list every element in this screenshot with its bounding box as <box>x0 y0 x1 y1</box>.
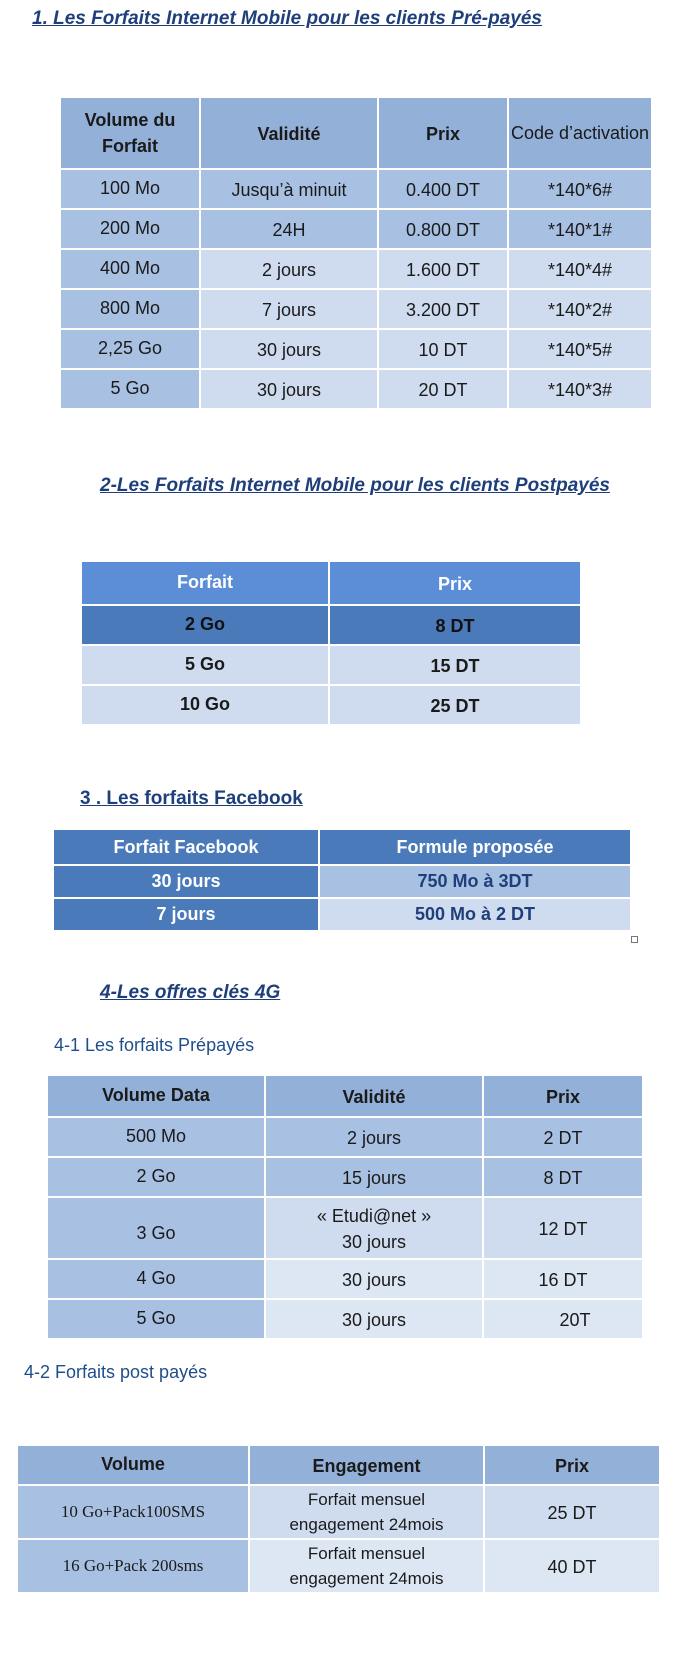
cell-volume: 10 Go+Pack100SMS <box>60 1501 206 1521</box>
cell-volume: 200 Mo <box>99 217 161 238</box>
cell-volume: 400 Mo <box>99 257 161 278</box>
cell-volume: 2 Go <box>136 1165 176 1186</box>
cell-volume: 2,25 Go <box>97 337 163 358</box>
cell-validite: 30 jours <box>341 1269 407 1290</box>
cell-forfait: 10 Go <box>179 693 231 714</box>
offer-name: « Etudi@net » <box>316 1205 432 1226</box>
header-forfait-facebook: Forfait Facebook <box>113 836 259 857</box>
postpaid-table <box>80 560 582 726</box>
cell-volume: 4 Go <box>136 1267 176 1288</box>
header-forfait: Forfait <box>177 571 233 592</box>
cell-validite: 15 jours <box>341 1167 407 1188</box>
table-row <box>17 1539 660 1593</box>
header-prix: Prix <box>425 123 461 144</box>
offer-duration: 30 jours <box>341 1232 407 1252</box>
table-row <box>47 1197 643 1259</box>
table-row <box>60 209 652 249</box>
cell-volume: 3 Go <box>136 1222 176 1243</box>
cell-forfait: 2 Go <box>184 613 225 634</box>
section4-title: 4-Les offres clés 4G <box>100 982 281 1003</box>
header-prix: Prix <box>437 573 473 594</box>
prepaid-header-row <box>60 97 652 169</box>
4g-postpaid-header-row <box>17 1445 660 1485</box>
cell-formule: 500 Mo à 2 DT <box>414 904 536 925</box>
cell-code: *140*4# <box>547 259 613 280</box>
cell-volume: 5 Go <box>110 377 150 398</box>
cell-prix: 25 DT <box>547 1502 597 1523</box>
table-row <box>60 169 652 209</box>
cell-volume: 16 Go+Pack 200sms <box>62 1555 204 1575</box>
cell-prix: 8 DT <box>435 615 475 636</box>
table-row <box>60 329 652 369</box>
prepaid-table <box>59 96 653 410</box>
cell-prix: 10 DT <box>418 339 468 360</box>
cell-validite: 24H <box>272 219 306 240</box>
section4-1-title: 4-1 Les forfaits Prépayés <box>54 1035 255 1055</box>
header-validite: Validité <box>342 1086 406 1107</box>
cell-engagement: Forfait mensuel engagement 24mois <box>289 1490 444 1534</box>
header-volume: Volume <box>101 1453 165 1474</box>
cell-prix: 0.800 DT <box>405 219 481 240</box>
cell-volume: 100 Mo <box>99 177 161 198</box>
cell-volume: 5 Go <box>136 1307 176 1328</box>
postpaid-header-row <box>81 561 581 605</box>
header-prix: Prix <box>554 1455 590 1476</box>
cell-code: *140*3# <box>547 379 613 400</box>
cell-volume: 500 Mo <box>125 1125 187 1146</box>
header-engagement: Engagement <box>312 1455 421 1476</box>
table-row <box>47 1157 643 1197</box>
4g-prepaid-table <box>46 1074 644 1340</box>
cell-forfait: 5 Go <box>184 653 225 674</box>
header-volume-data: Volume Data <box>102 1084 210 1105</box>
cell-prix: 8 DT <box>543 1167 583 1188</box>
cell-validite <box>266 1201 482 1255</box>
header-formule: Formule proposée <box>396 836 554 857</box>
cell-prix: 1.600 DT <box>405 259 481 280</box>
section2-title: 2-Les Forfaits Internet Mobile pour les clients Postpayés <box>100 475 610 496</box>
cell-volume: 800 Mo <box>99 297 161 318</box>
cell-prix: 16 DT <box>538 1269 588 1290</box>
section1-title: 1. Les Forfaits Internet Mobile pour les clients Pré-payés <box>32 8 542 29</box>
table-resize-handle[interactable] <box>631 936 638 943</box>
cell-prix: 3.200 DT <box>405 299 481 320</box>
table-row <box>60 369 652 409</box>
header-volume: Volume du Forfait <box>84 109 176 156</box>
cell-prix: 15 DT <box>430 655 480 676</box>
cell-prix: 20 DT <box>418 379 468 400</box>
cell-prix: 20T <box>559 1309 591 1330</box>
4g-postpaid-table <box>16 1444 661 1594</box>
table-row <box>17 1485 660 1539</box>
header-code: Code d’activation <box>510 122 650 143</box>
cell-code: *140*1# <box>547 219 613 240</box>
section3-title: 3 . Les forfaits Facebook <box>80 788 303 809</box>
table-row <box>47 1259 643 1299</box>
cell-code: *140*2# <box>547 299 613 320</box>
cell-validite: 7 jours <box>261 299 317 320</box>
cell-code: *140*5# <box>547 339 613 360</box>
cell-validite: 30 jours <box>256 339 322 360</box>
table-row <box>60 289 652 329</box>
facebook-table <box>52 828 632 932</box>
cell-validite: Jusqu’à minuit <box>231 179 347 200</box>
table-row <box>53 865 631 898</box>
table-row <box>60 249 652 289</box>
cell-prix: 0.400 DT <box>405 179 481 200</box>
table-row <box>81 605 581 645</box>
cell-validite: 30 jours <box>256 379 322 400</box>
table-row <box>47 1299 643 1339</box>
cell-prix: 2 DT <box>543 1127 583 1148</box>
cell-prix: 25 DT <box>430 695 480 716</box>
table-row <box>47 1117 643 1157</box>
header-validite: Validité <box>257 123 321 144</box>
cell-code: *140*6# <box>547 179 613 200</box>
cell-prix: 40 DT <box>547 1556 597 1577</box>
cell-forfait: 7 jours <box>156 904 216 925</box>
table-row <box>81 685 581 725</box>
section4-2-title: 4-2 Forfaits post payés <box>24 1362 208 1382</box>
cell-prix: 12 DT <box>538 1218 588 1239</box>
header-prix: Prix <box>545 1086 581 1107</box>
cell-validite: 2 jours <box>261 259 317 280</box>
table-row <box>81 645 581 685</box>
cell-engagement: Forfait mensuel engagement 24mois <box>289 1544 444 1588</box>
cell-formule: 750 Mo à 3DT <box>417 871 533 892</box>
cell-forfait: 30 jours <box>151 871 221 892</box>
table-row <box>53 898 631 931</box>
4g-prepaid-header-row <box>47 1075 643 1117</box>
cell-validite: 30 jours <box>341 1309 407 1330</box>
cell-validite: 2 jours <box>346 1127 402 1148</box>
facebook-header-row <box>53 829 631 865</box>
